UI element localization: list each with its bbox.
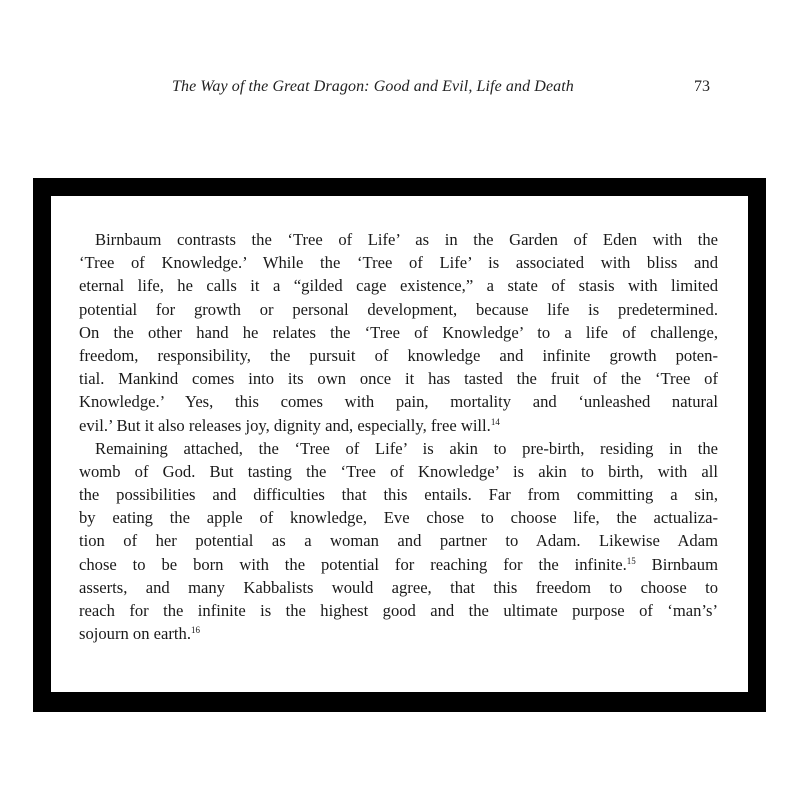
text-line: tion of her potential as a woman and partner to Adam. Likewise Adam <box>79 531 718 551</box>
text-line: eternal life, he calls it a “gilded cage existence,” a state of stasis with limited <box>79 276 718 296</box>
text-line: Remaining attached, the ‘Tree of Life’ is akin to pre-birth, residing in the <box>95 438 718 458</box>
excerpt-panel <box>51 196 748 692</box>
running-head-title: The Way of the Great Dragon: Good and Evil, Life and Death <box>172 78 574 95</box>
text-line: reach for the infinite is the highest good and the ultimate purpose of ‘man’s’ <box>79 601 718 620</box>
text-line: freedom, responsibility, the pursuit of knowledge and infinite growth poten- <box>79 345 718 365</box>
text-line <box>79 553 718 576</box>
text-line: potential for growth or personal development, because life is predetermined. <box>79 299 718 319</box>
text-line: ‘Tree of Knowledge.’ While the ‘Tree of Life’ is associated with bliss and <box>79 253 718 273</box>
page-number: 73 <box>694 78 710 95</box>
text-line-tail: Birnbaum <box>635 554 718 574</box>
text-line: Birnbaum contrasts the ‘Tree of Life’ as in the Garden of Eden with the <box>95 230 718 249</box>
text-line <box>79 414 718 437</box>
text-line: by eating the apple of knowledge, Eve chose to choose life, the actualiza- <box>79 508 718 528</box>
text-line-content: chose to be born with the potential for reaching for the infinite. <box>79 554 627 574</box>
paragraph-2 <box>79 437 748 646</box>
footnote-ref-16: 16 <box>190 625 200 636</box>
text-line-content: evil.’ But it also releases joy, dignity and, especially, free will. <box>79 415 491 435</box>
text-line: womb of God. But tasting the ‘Tree of Knowledge’ is akin to birth, with all <box>79 461 718 481</box>
text-line: Knowledge.’ Yes, this comes with pain, mortality and ‘unleashed natural <box>79 392 718 412</box>
text-line: tial. Mankind comes into its own once it has tasted the fruit of the ‘Tree of <box>79 369 718 389</box>
paragraph-1 <box>79 228 748 437</box>
footnote-ref-15: 15 <box>626 555 636 566</box>
text-line: asserts, and many Kabbalists would agree, that this freedom to choose to <box>79 577 718 597</box>
text-line: the possibilities and difficulties that this entails. Far from committing a sin, <box>79 485 718 505</box>
footnote-ref-14: 14 <box>490 416 500 427</box>
text-line <box>79 622 718 645</box>
text-line-content: sojourn on earth. <box>79 624 191 644</box>
text-line: On the other hand he relates the ‘Tree of Knowledge’ to a life of challenge, <box>79 322 718 342</box>
